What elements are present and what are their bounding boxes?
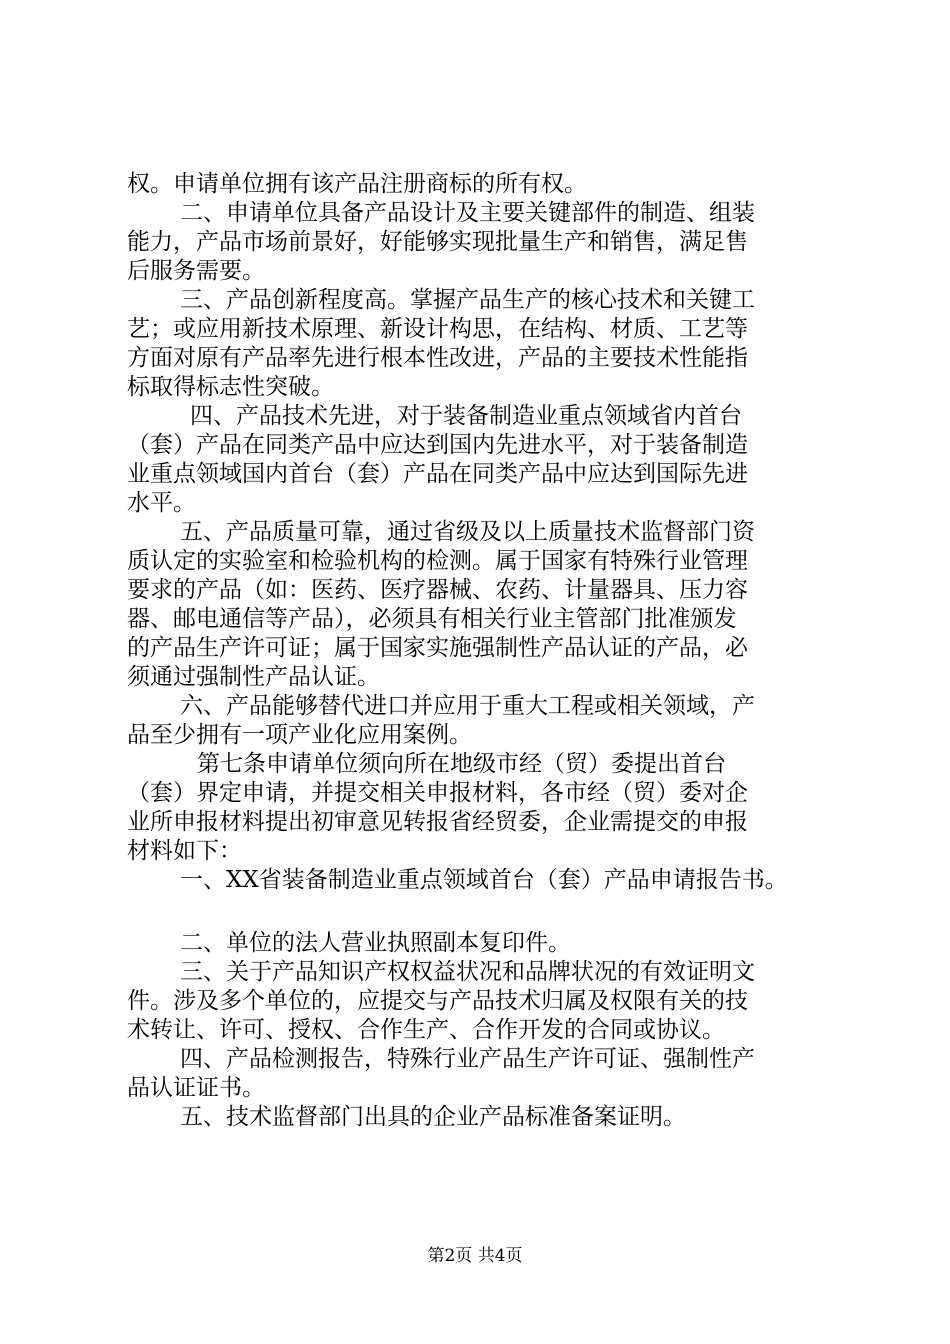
text-line: 三、产品创新程度高。掌握产品生产的核心技术和关键工 [180,287,755,313]
document-body [127,170,857,1132]
text-line: 材料如下： [127,838,242,864]
text-line: 业所申报材料提出初审意见转报省经贸委，企业需提交的申报 [127,809,748,835]
text-line: 的产品生产许可证；属于国家实施强制性产品认证的产品，必 [127,635,748,661]
text-line: 质认定的实验室和检验机构的检测。属于国家有特殊行业管理 [127,548,748,574]
text-line: 五、产品质量可靠，通过省级及以上质量技术监督部门资 [180,519,755,545]
text-line: 二、单位的法人营业执照副本复印件。 [180,930,571,956]
text-line: 三、关于产品知识产权权益状况和品牌状况的有效证明文 [180,959,755,985]
text-line: 业重点领域国内首台（套）产品在同类产品中应达到国际先进 [127,461,748,487]
text-line: 品至少拥有一项产业化应用案例。 [127,722,472,748]
text-line: 后服务需要。 [127,258,265,284]
text-line: 术转让、许可、授权、合作生产、合作开发的合同或协议。 [127,1017,725,1043]
text-line: 四、产品技术先进，对于装备制造业重点领域省内首台 [190,403,742,429]
text-line: 能力，产品市场前景好，好能够实现批量生产和销售，满足售 [127,229,748,255]
text-line: 艺；或应用新技术原理、新设计构思，在结构、材质、工艺等 [127,316,748,342]
text-line: 五、技术监督部门出具的企业产品标准备案证明。 [180,1104,686,1130]
text-line: 件。涉及多个单位的，应提交与产品技术归属及权限有关的技 [127,988,748,1014]
page-number-footer: 第2页 共4页 [427,1246,523,1266]
text-line: （套）产品在同类产品中应达到国内先进水平，对于装备制造 [127,432,748,458]
text-line: 权。申请单位拥有该产品注册商标的所有权。 [127,171,587,197]
text-line: 一、XX省装备制造业重点领域首台（套）产品申请报告书。 [180,867,788,893]
text-line: 标取得标志性突破。 [127,374,334,400]
text-line: 第七条申请单位须向所在地级市经（贸）委提出首台 [197,751,726,777]
text-line: 器、邮电通信等产品），必须具有相关行业主管部门批准颁发 [127,606,737,632]
text-line: 须通过强制性产品认证。 [127,664,380,690]
text-line: 水平。 [127,490,196,516]
text-line: 方面对原有产品率先进行根本性改进，产品的主要技术性能指 [127,345,748,371]
text-line: 四、产品检测报告，特殊行业产品生产许可证、强制性产 [180,1046,755,1072]
text-line: 二、申请单位具备产品设计及主要关键部件的制造、组装 [180,200,755,226]
text-line: 要求的产品（如：医药、医疗器械、农药、计量器具、压力容 [127,577,748,603]
text-line: 品认证证书。 [127,1075,265,1101]
text-line: 六、产品能够替代进口并应用于重大工程或相关领域，产 [180,693,755,719]
text-line: （套）界定申请，并提交相关申报材料，各市经（贸）委对企 [127,780,748,806]
